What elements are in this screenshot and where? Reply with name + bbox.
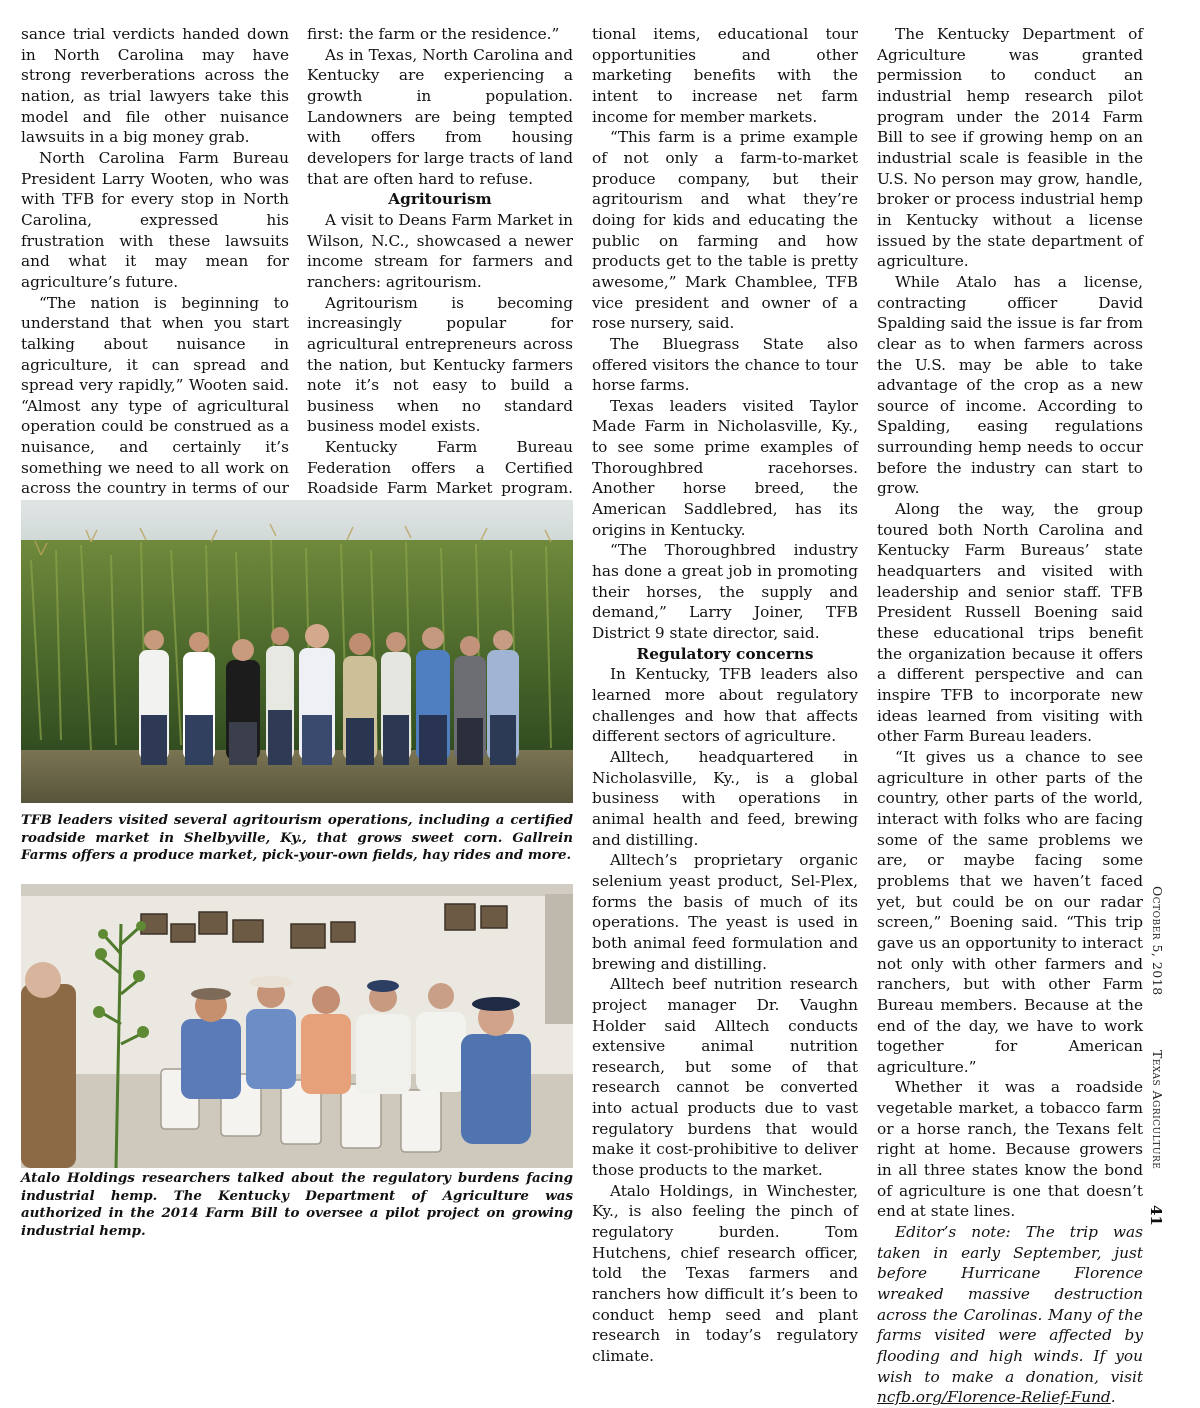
photo-caption-2: Atalo Holdings researchers talked about the regulatory burdens facing industrial hemp. The Kentucky Department of Agriculture was authorized in the 2014 Farm Bill to oversee a pilot project on growing industrial hemp. [21,1170,573,1239]
cornfield-group-photo [21,500,573,803]
cornfield-photo-illustration [21,500,573,803]
paragraph: Whether it was a roadside vegetable market, a tobacco farm or a horse ranch, the Texans felt right at home. Because growers in all three states know the bond of agriculture is one that doesn’t end at state lines. [877,1078,1143,1221]
presentation-photo-illustration [21,884,573,1168]
paragraph: Alltech’s proprietary organic selenium yeast product, Sel-Plex, forms the basis of much of its operations. The yeast is used in both animal feed formulation and brewing and distilling. [592,851,858,973]
paragraph: “The nation is beginning to understand that when you start talking about nuisance in agriculture, it can spread and spread very rapidly,” Wooten said. “Almost any type of agricultural operation could be construed as a nuisance, and certainly it’s something we need to all work on across the country in terms of our [21,293,289,498]
article-column-2 [307,24,573,540]
paragraph: sance trial verdicts handed down in North Carolina may have strong reverberations across the nation, as trial lawyers take this model and file other nuisance lawsuits in a big money grab. [21,25,289,147]
article-column-4 [877,24,1143,1408]
paragraph: “It gives us a chance to see agriculture in other parts of the country, other parts of the world, interact with folks who are facing some of the same problems we are, or maybe facing some problems that we haven’t faced yet, but could be on our radar screen,” Boening said. “This trip gave us an opportunity to interact not only with other farmers and ranchers, but with other Farm Bureau members. Because at the end of the day, we have to work together for American agriculture.” [877,747,1143,1076]
section-heading-agritourism: Agritourism [388,190,492,209]
paragraph: As in Texas, North Carolina and Kentucky are experiencing a growth in population. Landowners are being tempted with offers from housing developers for large tracts of land that are often hard to refuse. [307,45,573,188]
photo-caption-1: TFB leaders visited several agritourism operations, including a certified roadside market in Shelbyville, Ky., that grows sweet corn. Gallrein Farms offers a produce market, pick-your-own fields, hay rides and more. [21,812,573,863]
paragraph: Alltech beef nutrition research project manager Dr. Vaughn Holder said Alltech conducts extensive animal nutrition research, but some of that research cannot be converted into actual products due to vast regulatory burdens that would make it cost-prohibitive to deliver those products to the market. [592,975,858,1180]
paragraph: Kentucky Farm Bureau Federation offers a Certified Roadside Farm Market program. [307,438,573,498]
hemp-presentation-photo [21,884,573,1168]
paragraph: The Bluegrass State also offered visitors the chance to tour horse farms. [592,334,858,395]
editors-note-text: Editor’s note: The trip was taken in early September, just before Hurricane Florence wreaked massive destruction across the Carolinas. Many of the farms visited were affected by flooding and high winds. If you wish to make a donation, visit [877,1223,1143,1386]
paragraph: North Carolina Farm Bureau President Larry Wooten, who was with TFB for every stop in North Carolina, expressed his frustration with these lawsuits and what it may mean for agriculture’s future. [21,148,289,291]
paragraph: Texas leaders visited Taylor Made Farm in Nicholasville, Ky., to see some prime examples of Thoroughbred racehorses. Another horse breed, the American Saddlebred, has its origins in Kentucky. [592,396,858,539]
page-number: 41 [1147,1205,1165,1226]
paragraph: The Kentucky Department of Agriculture was granted permission to conduct an industrial hemp research pilot program under the 2014 Farm Bill to see if growing hemp on an industrial scale is feasible in the U.S. No person may grow, handle, broker or process industrial hemp in Kentucky without a license issued by the state department of agriculture. [877,25,1143,271]
paragraph: “The Thoroughbred industry has done a great job in promoting their horses, the supply and demand,” Larry Joiner, TFB District 9 state director, said. [592,541,858,643]
paragraph: In Kentucky, TFB leaders also learned more about regulatory challenges and how that affects different sectors of agriculture. [592,665,858,746]
paragraph: “This farm is a prime example of not only a farm-to-market produce company, but their agritourism and what they’re doing for kids and educating the public on farming and how products get to the table is pretty awesome,” Mark Chamblee, TFB vice president and owner of a rose nursery, said. [592,128,858,333]
paragraph: Alltech, headquartered in Nicholasville, Ky., is a global business with operations in animal health and feed, brewing and distilling. [592,747,858,849]
editors-note [877,1222,1143,1408]
paragraph: tional items, educational tour opportunities and other marketing benefits with the intent to increase net farm income for member markets. [592,25,858,126]
publication-name: Texas Agriculture [1150,1050,1165,1170]
paragraph: first: the farm or the residence.” [307,25,560,43]
donation-link[interactable]: ncfb.org/Florence-Relief-Fund [877,1388,1111,1407]
paragraph: A visit to Deans Farm Market in Wilson, N.C., showcased a newer income stream for farmers and ranchers: agritourism. [307,210,573,291]
article-column-3 [592,24,858,1367]
paragraph: While Atalo has a license, contracting officer David Spalding said the issue is far from clear as to when farmers across the U.S. may be able to take advantage of the crop as a new source of income. According to Spalding, easing regulations surrounding hemp needs to occur before the industry can start to grow. [877,272,1143,498]
issue-date: October 5, 2018 [1150,886,1165,996]
editors-note-end: . [1110,1388,1116,1407]
section-heading-regulatory-concerns: Regulatory concerns [636,644,814,663]
paragraph: Agritourism is becoming increasingly popular for agricultural entrepreneurs across the nation, but Kentucky farmers note it’s not easy to build a business when no standard business model exists. [307,293,573,436]
paragraph: Atalo Holdings, in Winchester, Ky., is also feeling the pinch of regulatory burden. Tom Hutchens, chief research officer, told the Texas farmers and ranchers how difficult it’s been to conduct hemp seed and plant research in today’s regulatory climate. [592,1181,858,1365]
paragraph: Along the way, the group toured both North Carolina and Kentucky Farm Bureaus’ state headquarters and visited with leadership and senior staff. TFB President Russell Boening said these educational trips benefit the organization because it offers a different perspective and can inspire TFB to incorporate new ideas learned from visiting with other Farm Bureau leaders. [877,500,1143,746]
article-column-1 [21,24,289,520]
